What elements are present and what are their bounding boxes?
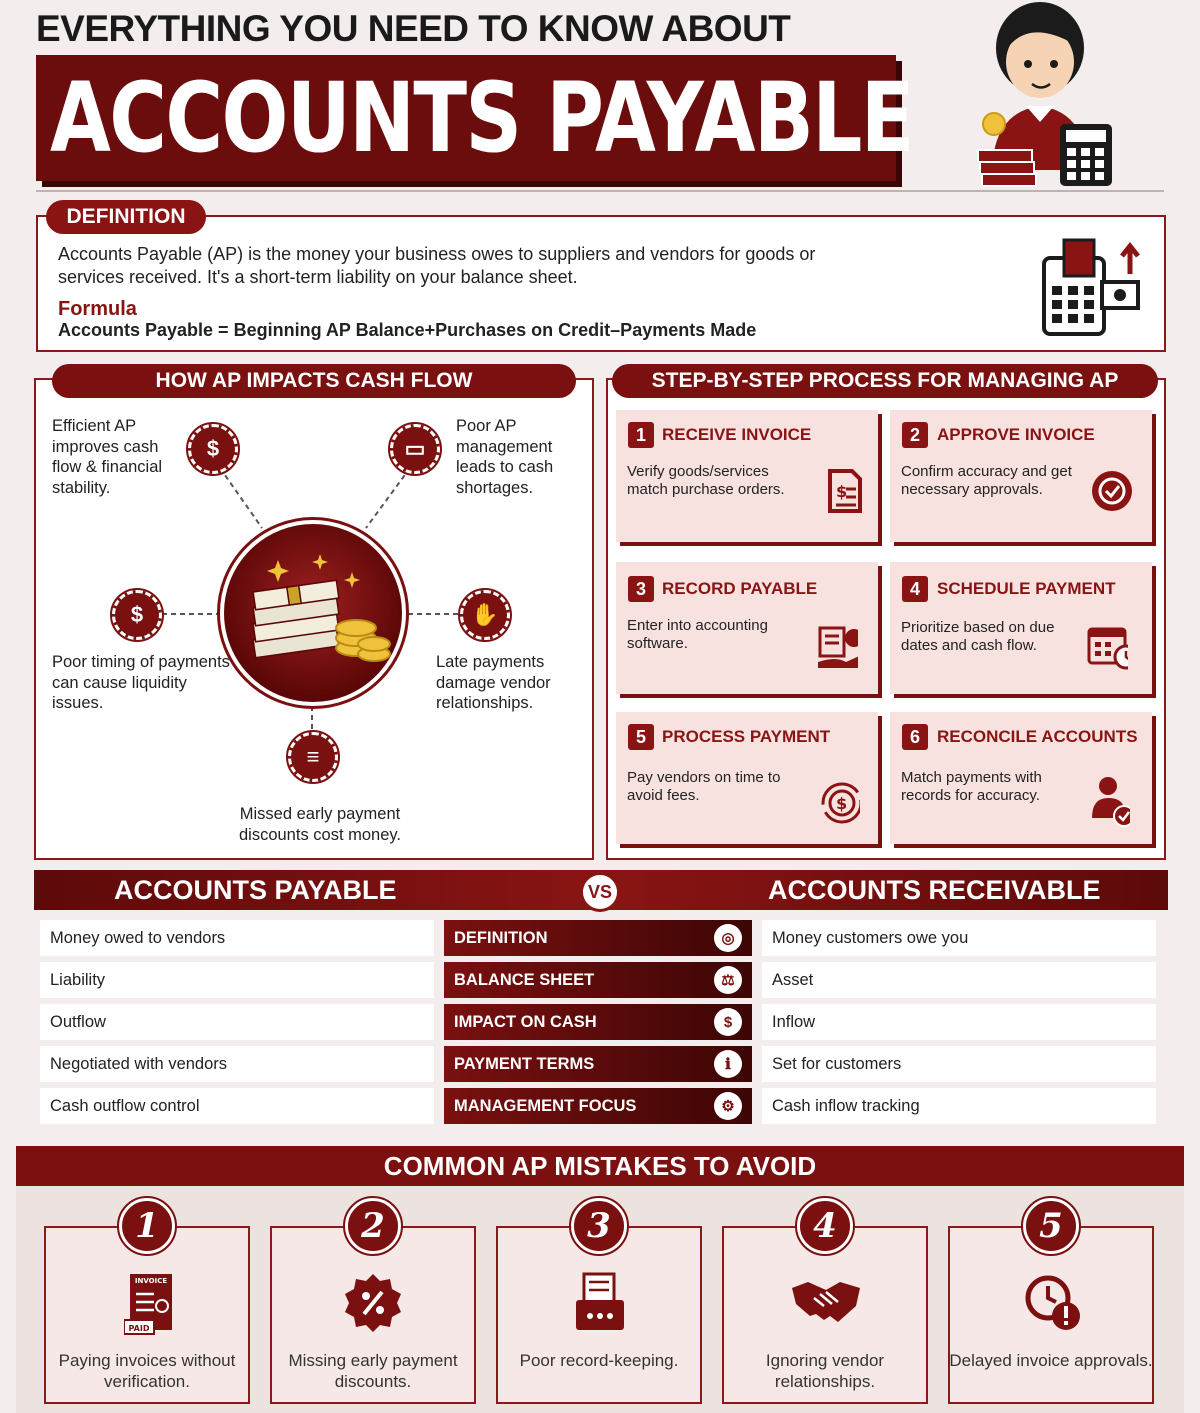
vs-badge: VS — [580, 872, 620, 912]
money-bag-icon: $ — [714, 1008, 742, 1036]
step-description: Prioritize based on due dates and cash flow. — [901, 619, 1055, 654]
paid-stamp-label: PAID — [128, 1324, 150, 1333]
coin-stack-icon: ≡ — [288, 732, 338, 782]
money-hand-icon: $ — [188, 424, 238, 474]
top-title: EVERYTHING YOU NEED TO KNOW ABOUT — [36, 8, 791, 49]
comparison-label: IMPACT ON CASH — [454, 1012, 597, 1031]
step-number: 6 — [902, 724, 928, 750]
comparison-label: PAYMENT TERMS — [454, 1054, 595, 1073]
comparison-label-management-focus — [444, 1088, 752, 1124]
calculator-invoice-icon — [1040, 236, 1146, 340]
step-description: Match payments with records for accuracy. — [901, 769, 1042, 804]
step-number: 5 — [628, 724, 654, 750]
mistakes-title: COMMON AP MISTAKES TO AVOID — [16, 1146, 1184, 1186]
mistake-text: Ignoring vendor relationships. — [765, 1351, 885, 1391]
step-title: APPROVE INVOICE — [937, 425, 1095, 444]
mistake-text: Delayed invoice approvals. — [949, 1351, 1153, 1370]
approved-badge-icon — [1090, 470, 1132, 512]
ar-cell: Money customers owe you — [762, 920, 1156, 956]
comparison-label: DEFINITION — [454, 928, 548, 947]
invoice-document-icon — [824, 470, 866, 512]
mistake-number: 3 — [571, 1198, 627, 1254]
main-title-banner — [36, 55, 913, 181]
clock-warning-icon — [1022, 1272, 1084, 1334]
discount-badge-icon — [342, 1272, 404, 1334]
payment-hand-icon: ✋ — [460, 590, 510, 640]
mistake-number: 4 — [797, 1198, 853, 1254]
step-number: 3 — [628, 576, 654, 602]
target-icon: ◎ — [714, 924, 742, 952]
cash-flow-title: HOW AP IMPACTS CASH FLOW — [52, 364, 576, 398]
mistake-text: Poor record-keeping. — [519, 1351, 679, 1370]
definition-label: DEFINITION — [46, 200, 206, 234]
step-description: Confirm accuracy and get necessary approvals. — [901, 463, 1072, 498]
svg-text:$: $ — [836, 482, 848, 501]
step-description: Enter into accounting software. — [627, 617, 768, 652]
comparison-label-balance-sheet — [444, 962, 752, 998]
empty-wallet-icon: ▭ — [390, 424, 440, 474]
poor-management-text: Poor AP management leads to cash shortages. — [456, 417, 554, 497]
ar-cell: Inflow — [762, 1004, 1156, 1040]
ap-cell: Liability — [40, 962, 434, 998]
step-title: SCHEDULE PAYMENT — [937, 579, 1116, 598]
comparison-left-title: ACCOUNTS PAYABLE — [114, 875, 397, 905]
step-title: RECORD PAYABLE — [662, 579, 818, 598]
user-check-icon — [1088, 780, 1130, 822]
definition-text: Accounts Payable (AP) is the money your business owes to suppliers and vendors for goods or services received. It's a short-term liability on your balance sheet. — [58, 244, 816, 287]
comparison-label-payment-terms — [444, 1046, 752, 1082]
formula-label: Formula — [58, 298, 137, 320]
step-title: RECEIVE INVOICE — [662, 425, 812, 444]
formula-text: Accounts Payable = Beginning AP Balance+Purchases on Credit–Payments Made — [58, 320, 757, 340]
comparison-label-impact-on-cash — [444, 1004, 752, 1040]
efficient-ap-text: Efficient AP improves cash flow & financial stability. — [52, 417, 163, 497]
record-hand-icon — [816, 628, 858, 670]
mistake-text: Missing early payment discounts. — [288, 1351, 458, 1391]
main-title: ACCOUNTS PAYABLE — [50, 62, 913, 174]
comparison-right-title: ACCOUNTS RECEIVABLE — [768, 875, 1101, 905]
shredded-document-icon — [572, 1272, 628, 1334]
step-description: Pay vendors on time to avoid fees. — [627, 769, 781, 804]
comparison-label: MANAGEMENT FOCUS — [454, 1096, 637, 1115]
ar-cell: Asset — [762, 962, 1156, 998]
comparison-label: BALANCE SHEET — [454, 970, 595, 989]
document-info-icon: ℹ — [714, 1050, 742, 1078]
mistake-number: 5 — [1023, 1198, 1079, 1254]
ar-cell: Set for customers — [762, 1046, 1156, 1082]
step-number: 4 — [902, 576, 928, 602]
step-number: 2 — [902, 422, 928, 448]
ap-cell: Outflow — [40, 1004, 434, 1040]
step-description: Verify goods/services match purchase orders. — [627, 463, 785, 498]
ap-cell: Negotiated with vendors — [40, 1046, 434, 1082]
ap-cell: Money owed to vendors — [40, 920, 434, 956]
ap-cell: Cash outflow control — [40, 1088, 434, 1124]
missed-discounts-text: Missed early payment discounts cost money. — [238, 805, 402, 844]
ar-cell: Cash inflow tracking — [762, 1088, 1156, 1124]
scale-icon: ⚖ — [714, 966, 742, 994]
step-title: RECONCILE ACCOUNTS — [937, 727, 1138, 746]
svg-text:$: $ — [836, 794, 848, 813]
mistake-number: 1 — [119, 1198, 175, 1254]
comparison-label-definition — [444, 920, 752, 956]
mistake-text: Paying invoices without verification. — [58, 1351, 236, 1391]
step-number: 1 — [628, 422, 654, 448]
handshake-icon — [790, 1276, 862, 1328]
accountant-illustration — [968, 0, 1128, 190]
cash-coins-icon — [224, 524, 410, 710]
step-title: PROCESS PAYMENT — [662, 727, 831, 746]
poor-timing-text: Poor timing of payments can cause liquidity issues. — [52, 653, 230, 712]
money-bag-icon: $ — [112, 590, 162, 640]
cash-stack-circle — [220, 520, 406, 706]
calendar-clock-icon — [1086, 626, 1128, 668]
process-title: STEP-BY-STEP PROCESS FOR MANAGING AP — [612, 364, 1158, 398]
mistake-number: 2 — [345, 1198, 401, 1254]
paid-invoice-icon — [124, 1272, 178, 1336]
dollar-refresh-icon — [818, 782, 860, 824]
late-payments-text: Late payments damage vendor relationships. — [436, 653, 551, 712]
invoice-icon-label: INVOICE — [134, 1277, 168, 1285]
header-divider — [36, 190, 1164, 192]
gear-icon: ⚙ — [714, 1092, 742, 1120]
